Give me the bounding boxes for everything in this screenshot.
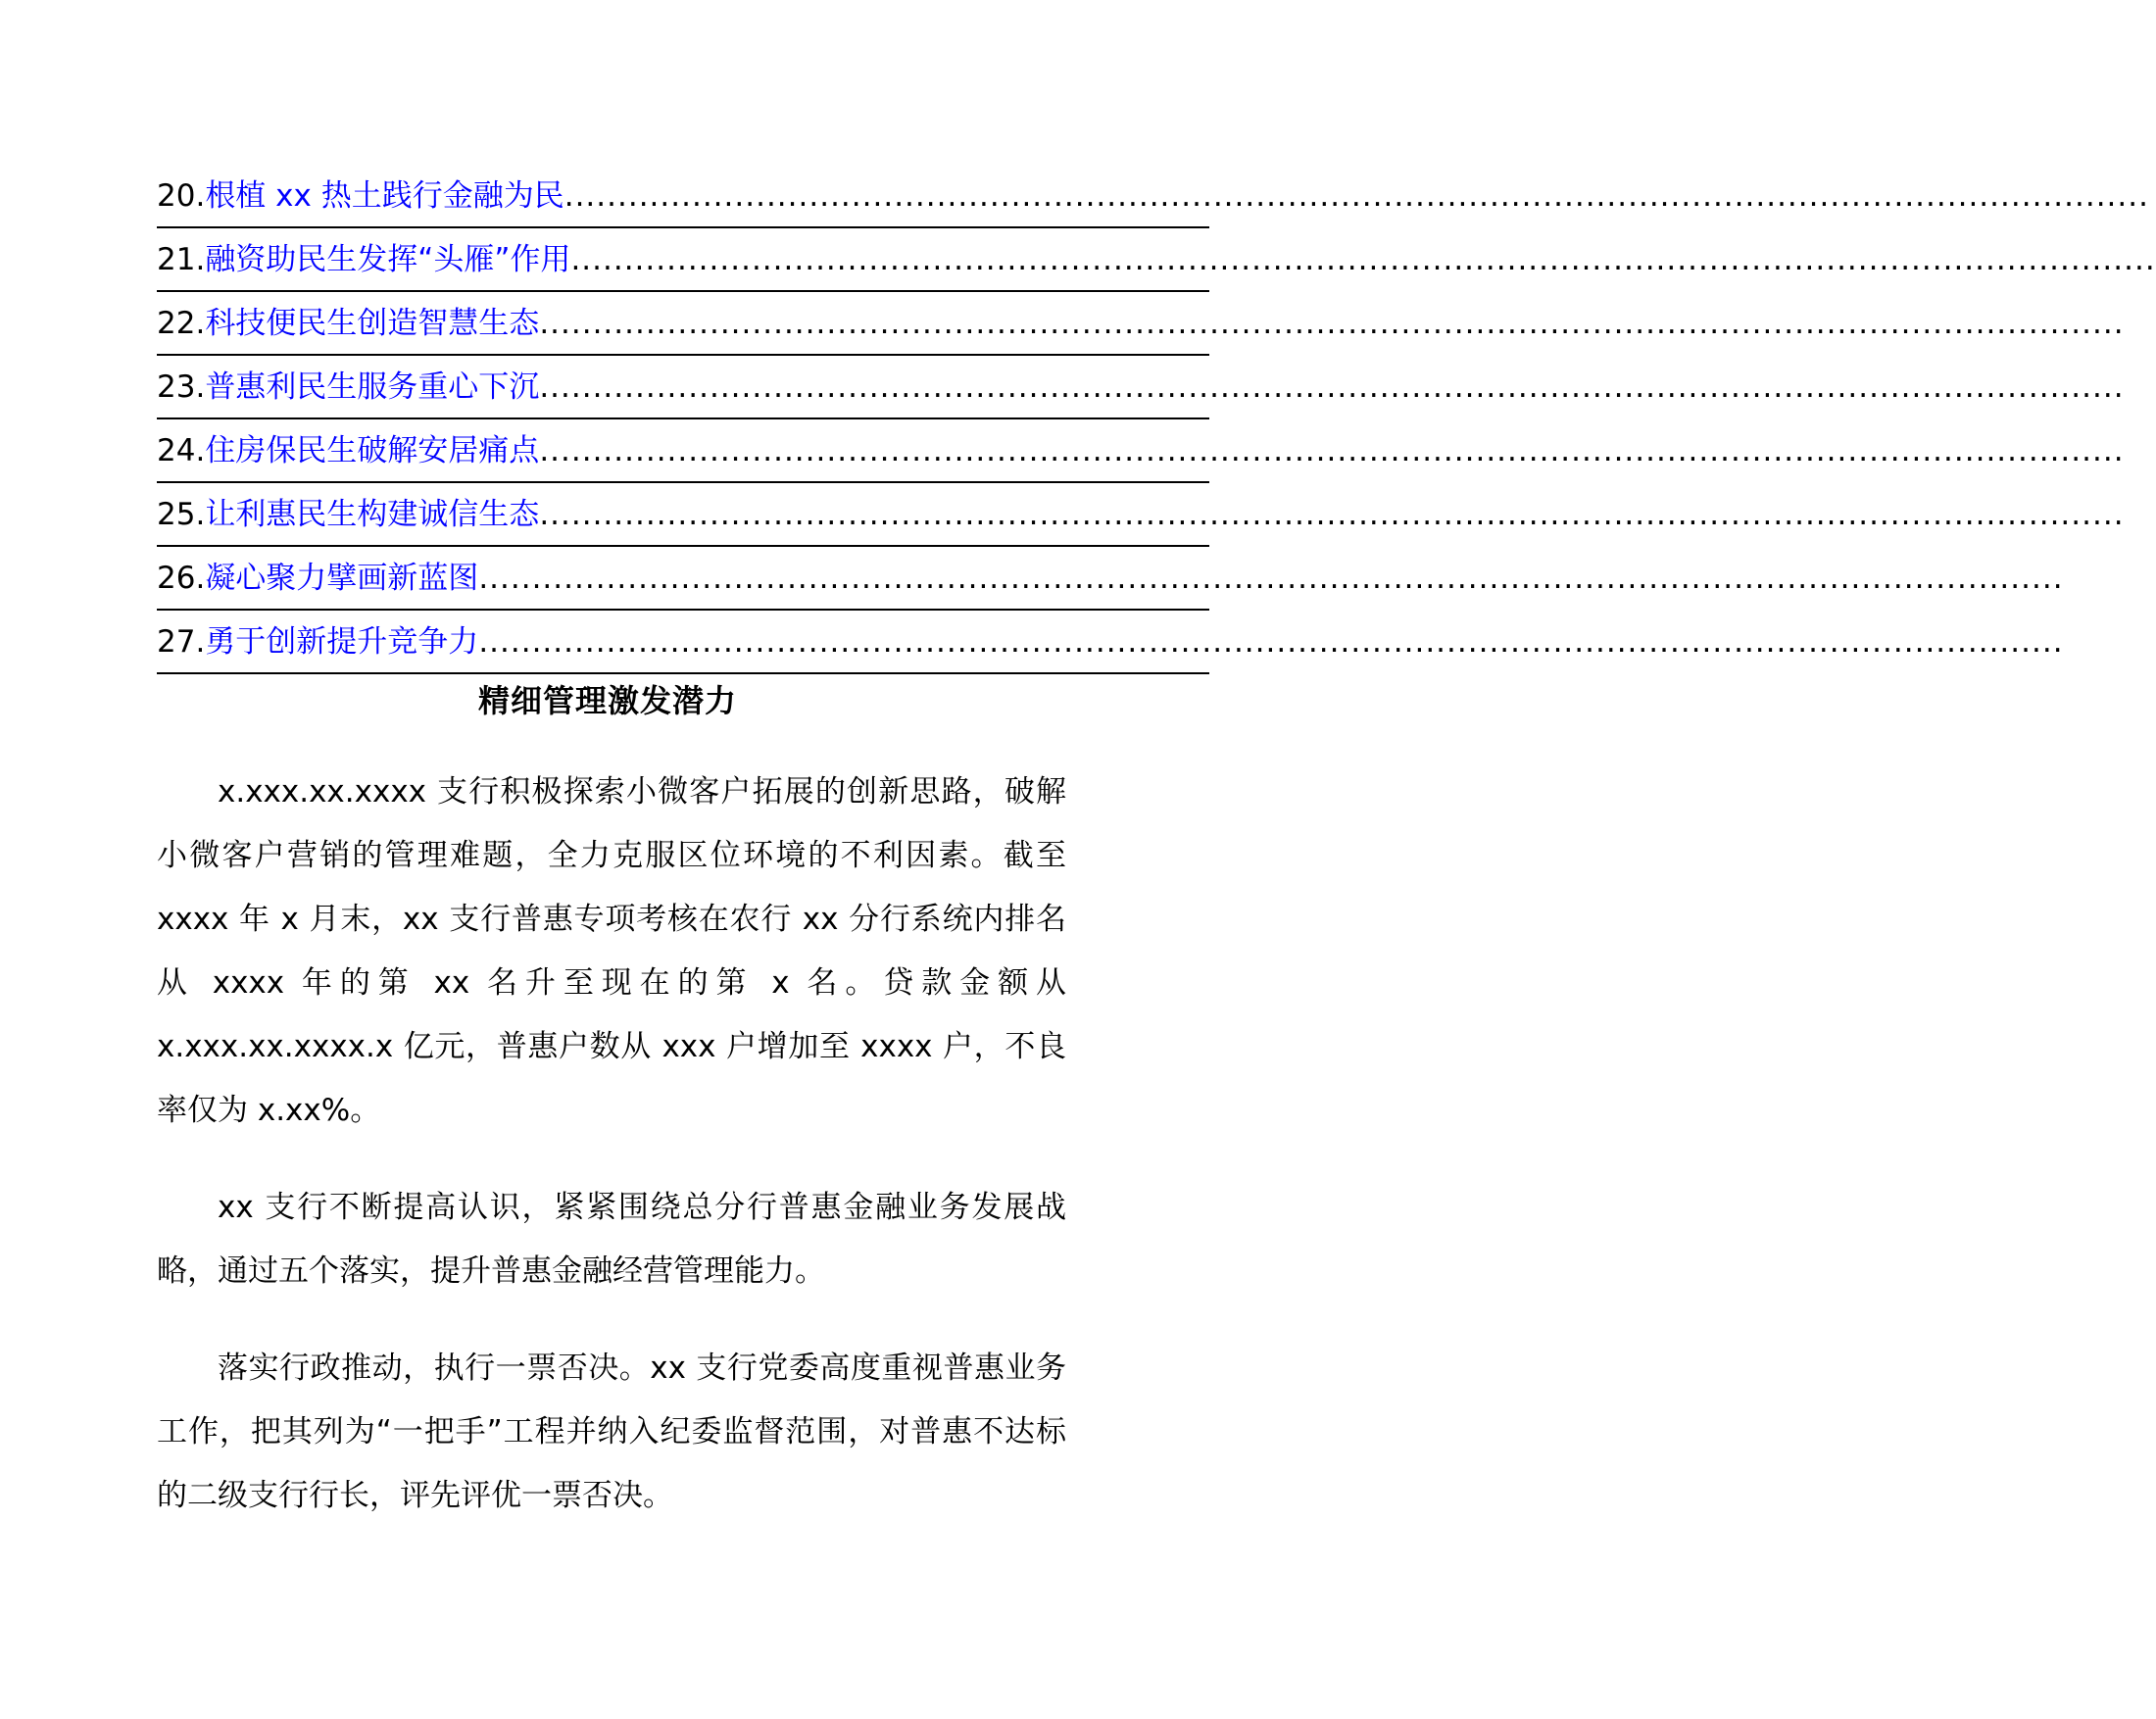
table-of-contents	[157, 165, 2156, 674]
toc-entry-number: 25.	[157, 497, 206, 532]
toc-entry-20[interactable]	[157, 165, 2149, 228]
toc-entry-number: 26.	[157, 561, 206, 596]
toc-leader-dots: .....................................................................................................................................................	[478, 624, 2064, 660]
toc-entry-link[interactable]: 让利惠民生构建诚信生态	[205, 497, 540, 532]
section-title: 精细管理激发潜力	[477, 682, 737, 719]
toc-leader-dots: .....................................................................................................................................................	[564, 178, 2149, 214]
toc-entry-21[interactable]	[157, 228, 2156, 292]
toc-entry-link[interactable]: 住房保民生破解安居痛点	[205, 433, 540, 468]
toc-entry-link[interactable]: 科技便民生创造智慧生态	[205, 306, 540, 341]
toc-leader-dots: .....................................................................................................................................................	[478, 561, 2064, 596]
toc-entry-number: 20.	[157, 178, 206, 214]
toc-leader-dots: .....................................................................................................................................................	[539, 497, 2125, 532]
toc-entry-24[interactable]	[157, 419, 2125, 483]
toc-entry-link[interactable]: 根植 xx 热土践行金融为民	[205, 178, 564, 214]
toc-entry-link[interactable]: 凝心聚力擘画新蓝图	[205, 561, 479, 596]
toc-entry-number: 23.	[157, 369, 206, 405]
toc-entry-23[interactable]	[157, 356, 2125, 419]
toc-entry-link[interactable]: 融资助民生发挥“头雁”作用	[205, 242, 571, 277]
toc-leader-dots: .....................................................................................................................................................	[539, 306, 2125, 341]
toc-entry-22[interactable]	[157, 292, 2125, 356]
body-paragraph: x.xxx.xx.xxxx 支行积极探索小微客户拓展的创新思路，破解小微客户营销的管理难题，全力克服区位环境的不利因素。截至 xxxx 年 x 月末，xx 支行普惠专项考核在农行 xx 分行系统内排名从 xxxx 年的第 xx 名升至现在的第 x 名。贷款金额从 x.xxx.xx.xxxx.x 亿元，普惠户数从 xxx 户增加至 xxxx 户，不良率仅为 x.xx%。	[157, 774, 1066, 1128]
toc-entry-number: 21.	[157, 242, 206, 277]
toc-leader-dots: .....................................................................................................................................................	[570, 242, 2156, 277]
toc-leader-dots: .....................................................................................................................................................	[539, 433, 2125, 468]
toc-entry-26[interactable]	[157, 547, 2064, 611]
toc-entry-number: 22.	[157, 306, 206, 341]
toc-entry-25[interactable]	[157, 483, 2125, 547]
toc-entry-number: 27.	[157, 624, 206, 660]
toc-entry-number: 24.	[157, 433, 206, 468]
toc-entry-link[interactable]: 勇于创新提升竞争力	[205, 624, 479, 660]
toc-entry-link[interactable]: 普惠利民生服务重心下沉	[205, 369, 540, 405]
toc-leader-dots: .....................................................................................................................................................	[539, 369, 2125, 405]
body-paragraph: 落实行政推动，执行一票否决。xx 支行党委高度重视普惠业务工作，把其列为“一把手”工程并纳入纪委监督范围，对普惠不达标的二级支行行长，评先评优一票否决。	[157, 1351, 1066, 1513]
toc-entry-27[interactable]	[157, 611, 2064, 674]
body-paragraph: xx 支行不断提高认识，紧紧围绕总分行普惠金融业务发展战略，通过五个落实，提升普惠金融经营管理能力。	[157, 1190, 1066, 1289]
